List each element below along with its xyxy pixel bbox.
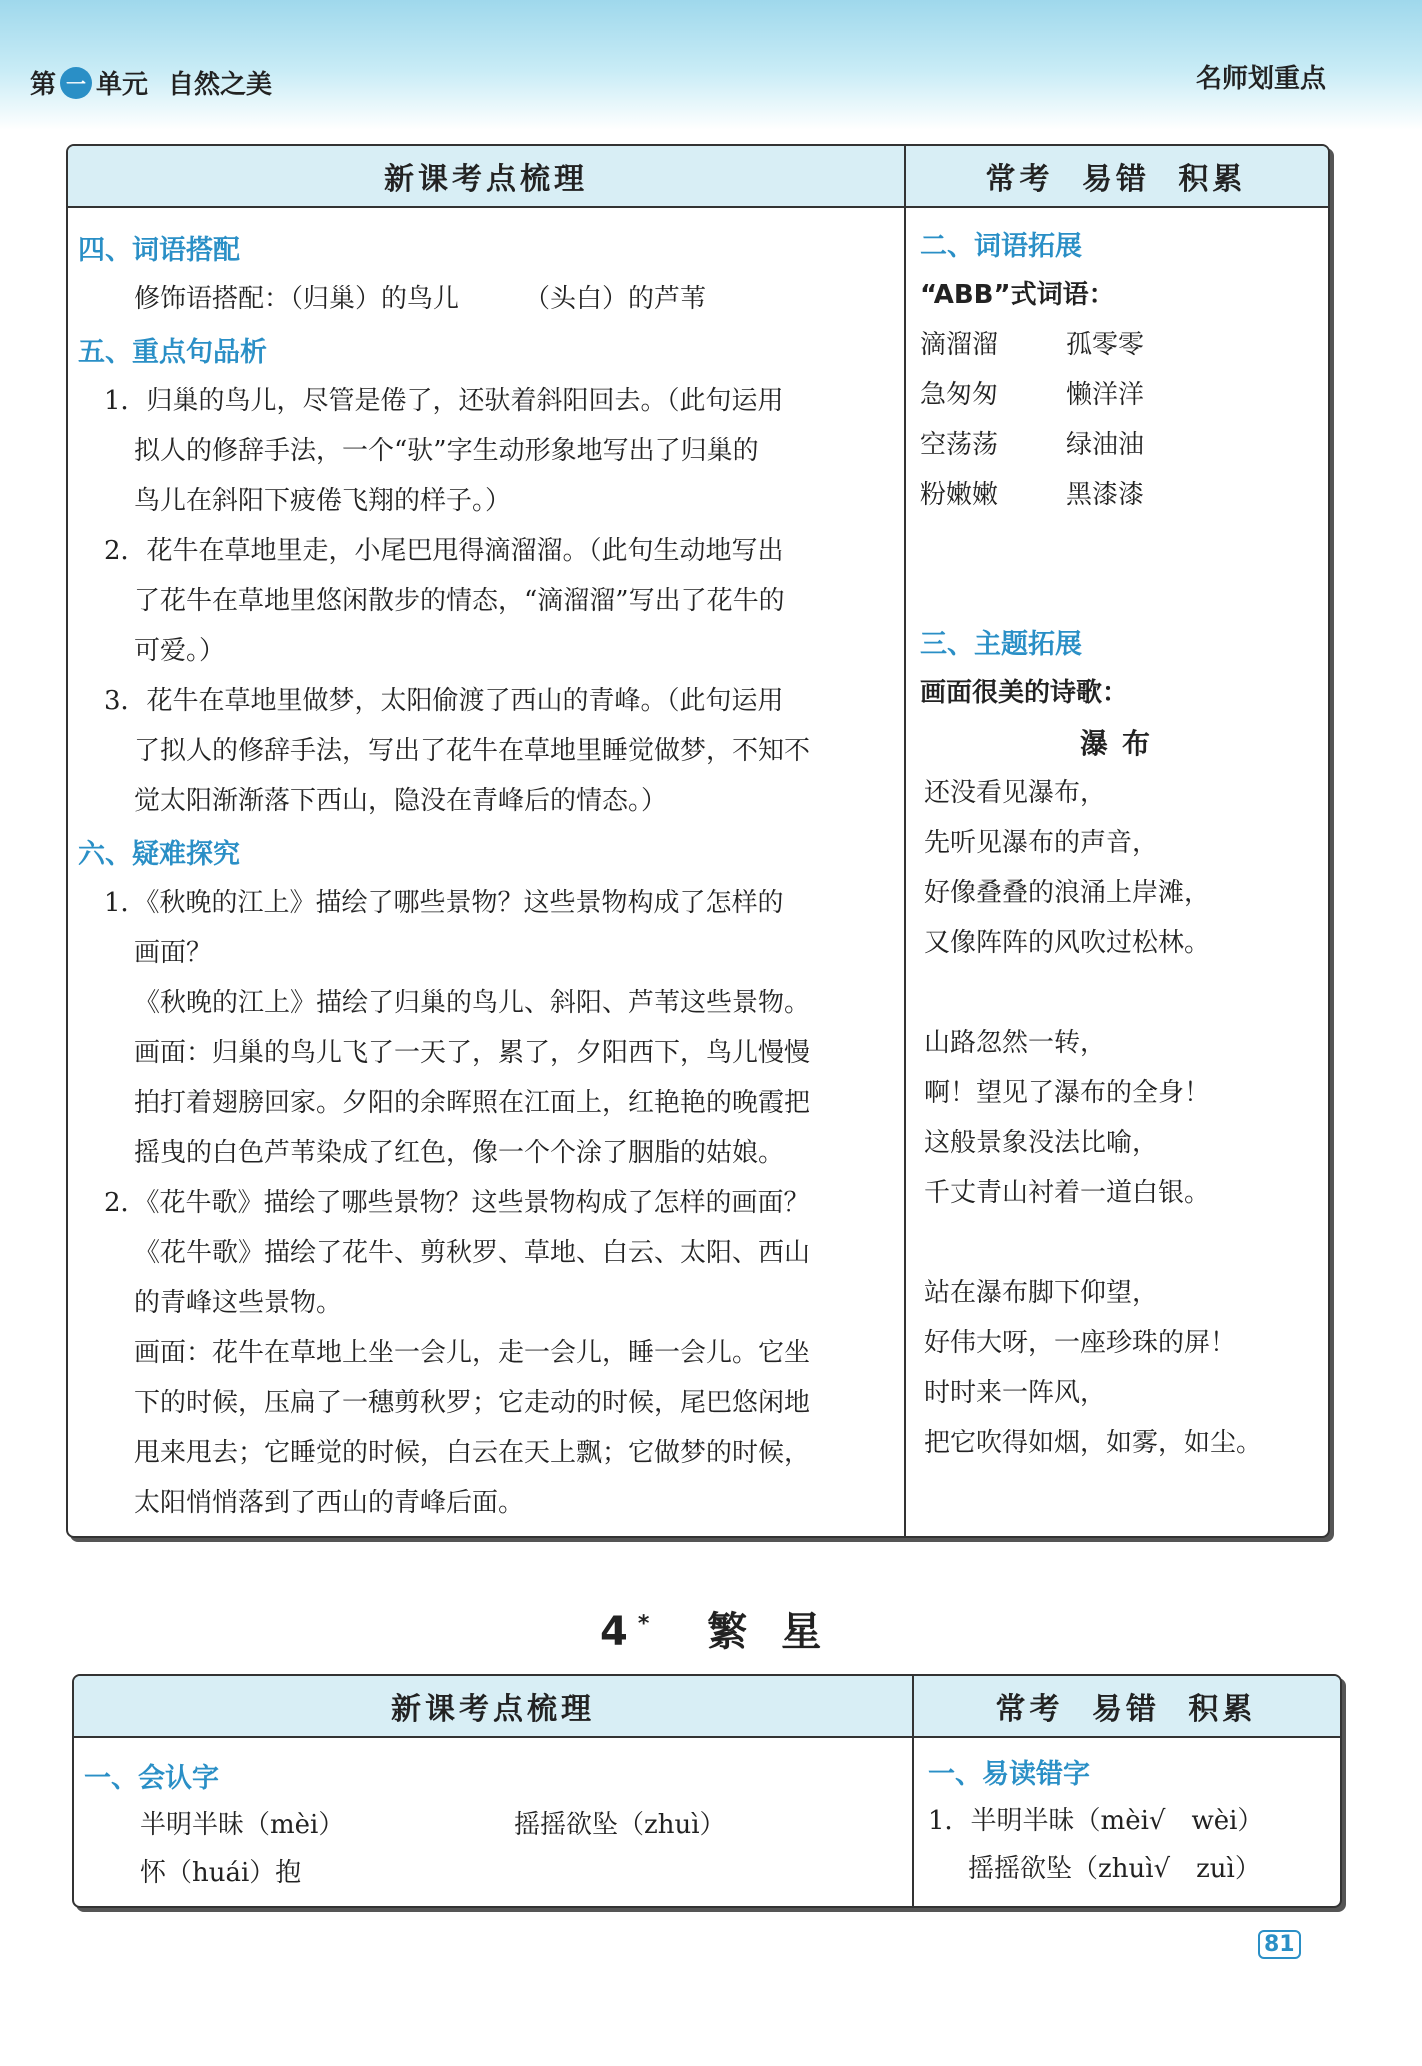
sentence-line: 拟人的修辞手法，一个“驮”字生动形象地写出了归巢的 — [134, 436, 759, 466]
poem-line: 啊！望见了瀑布的全身！ — [924, 1078, 1211, 1108]
poem-line: 又像阵阵的风吹过松林。 — [924, 928, 1211, 958]
box-2-header — [74, 1676, 1340, 1738]
sentence-line: 可爱。） — [134, 636, 226, 666]
sentence-line: 觉太阳渐渐落下西山，隐没在青峰后的情态。） — [134, 786, 668, 816]
sentence-line: 2．花牛在草地里走，小尾巴甩得滴溜溜。（此句生动地写出 — [104, 536, 784, 566]
abb-word: 绿油油 — [1066, 430, 1145, 460]
unit-suffix: 单元 — [96, 70, 149, 100]
poem-line: 好伟大呀，一座珍珠的屏！ — [924, 1328, 1237, 1358]
collocation-line: 修饰语搭配：（归巢）的鸟儿 （头白）的芦苇 — [134, 284, 707, 314]
poem-label: 画面很美的诗歌： — [920, 678, 1129, 708]
page-number: 81 — [1258, 1930, 1301, 1959]
misread-line: 摇摇欲坠（zhuì√ zuì） — [968, 1854, 1261, 1884]
box-1-header — [68, 146, 1328, 208]
section-misread-characters: 一、易读错字 — [928, 1759, 1090, 1790]
abb-word: 空荡荡 — [920, 430, 999, 460]
section-recognize-characters: 一、会认字 — [84, 1763, 219, 1794]
abb-word: 粉嫩嫩 — [920, 480, 999, 510]
abb-word: 滴溜溜 — [920, 330, 999, 360]
question-line: 画面？ — [134, 938, 213, 968]
poem-line: 还没看见瀑布， — [924, 778, 1107, 808]
poem-line: 时时来一阵风， — [924, 1378, 1107, 1408]
recognize-word: 怀（huái）抱 — [140, 1858, 302, 1888]
poem-line: 先听见瀑布的声音， — [924, 828, 1159, 858]
sentence-line: 了拟人的修辞手法，写出了花牛在草地里睡觉做梦，不知不 — [134, 736, 811, 766]
question-line: 1．《秋晚的江上》描绘了哪些景物？这些景物构成了怎样的 — [104, 888, 784, 918]
lesson-name: 繁 星 — [707, 1609, 832, 1655]
question-line: 2．《花牛歌》描绘了哪些景物？这些景物构成了怎样的画面？ — [104, 1188, 810, 1218]
section-difficult-questions: 六、疑难探究 — [78, 839, 240, 870]
sentence-line: 3．花牛在草地里做梦，太阳偷渡了西山的青峰。（此句运用 — [104, 686, 784, 716]
answer-line: 《秋晚的江上》描绘了归巢的鸟儿、斜阳、芦苇这些景物。 — [134, 988, 811, 1018]
unit-title — [30, 64, 272, 101]
lesson-mark: * — [637, 1611, 660, 1637]
lesson-title — [600, 1600, 831, 1657]
poem-title: 瀑布 — [1080, 727, 1165, 760]
recognize-word: 半明半昧（mèi） — [140, 1810, 345, 1840]
box-1-header-left: 新课考点梳理 — [384, 162, 588, 197]
abb-word: 孤零零 — [1066, 330, 1145, 360]
answer-line: 下的时候，压扁了一穗剪秋罗；它走动的时候，尾巴悠闲地 — [134, 1388, 811, 1418]
poem-line: 把它吹得如烟，如雾，如尘。 — [924, 1428, 1263, 1458]
header-right-label: 名师划重点 — [1195, 64, 1326, 94]
sentence-line: 了花牛在草地里悠闲散步的情态，“滴溜溜”写出了花牛的 — [134, 586, 785, 616]
poem-line: 好像叠叠的浪涌上岸滩， — [924, 878, 1211, 908]
answer-line: 的青峰这些景物。 — [134, 1288, 343, 1318]
abb-word: 急匆匆 — [920, 380, 999, 410]
answer-line: 画面：花牛在草地上坐一会儿，走一会儿，睡一会儿。它坐 — [134, 1338, 811, 1368]
unit-number-badge: 一 — [60, 67, 92, 99]
sentence-line: 1．归巢的鸟儿，尽管是倦了，还驮着斜阳回去。（此句运用 — [104, 386, 784, 416]
answer-line: 拍打着翅膀回家。夕阳的余晖照在江面上，红艳艳的晚霞把 — [134, 1088, 811, 1118]
answer-line: 《花牛歌》描绘了花牛、剪秋罗、草地、白云、太阳、西山 — [134, 1238, 811, 1268]
unit-prefix: 第 — [30, 70, 57, 100]
answer-line: 画面：归巢的鸟儿飞了一天了，累了，夕阳西下，鸟儿慢慢 — [134, 1038, 811, 1068]
answer-line: 摇曳的白色芦苇染成了红色，像一个个涂了胭脂的姑娘。 — [134, 1138, 785, 1168]
section-word-collocation: 四、词语搭配 — [78, 235, 240, 266]
box-1-header-right: 常考 易错 积累 — [985, 162, 1247, 197]
abb-word: 黑漆漆 — [1066, 480, 1145, 510]
answer-line: 甩来甩去；它睡觉的时候，白云在天上飘；它做梦的时候， — [134, 1438, 811, 1468]
poem-line: 站在瀑布脚下仰望， — [924, 1278, 1159, 1308]
study-box-1 — [66, 144, 1330, 1538]
section-word-expansion: 二、词语拓展 — [920, 231, 1082, 262]
unit-name: 自然之美 — [168, 70, 273, 100]
box-2-header-right: 常考 易错 积累 — [995, 1692, 1257, 1727]
poem-line: 千丈青山衬着一道白银。 — [924, 1178, 1211, 1208]
study-box-2 — [72, 1674, 1342, 1908]
abb-word: 懒洋洋 — [1066, 380, 1145, 410]
recognize-word: 摇摇欲坠（zhuì） — [514, 1810, 726, 1840]
section-key-sentences: 五、重点句品析 — [78, 337, 267, 368]
poem-line: 这般景象没法比喻， — [924, 1128, 1159, 1158]
misread-line: 1．半明半昧（mèi√ wèi） — [928, 1806, 1264, 1836]
box-1-divider — [904, 146, 906, 1536]
poem-line: 山路忽然一转， — [924, 1028, 1107, 1058]
section-theme-expansion: 三、主题拓展 — [920, 629, 1082, 660]
box-2-divider — [912, 1676, 914, 1906]
abb-label: “ABB”式词语： — [920, 280, 1115, 310]
lesson-number: 4 — [600, 1609, 638, 1655]
sentence-line: 鸟儿在斜阳下疲倦飞翔的样子。） — [134, 486, 512, 516]
answer-line: 太阳悄悄落到了西山的青峰后面。 — [134, 1488, 525, 1518]
box-2-header-left: 新课考点梳理 — [391, 1692, 595, 1727]
